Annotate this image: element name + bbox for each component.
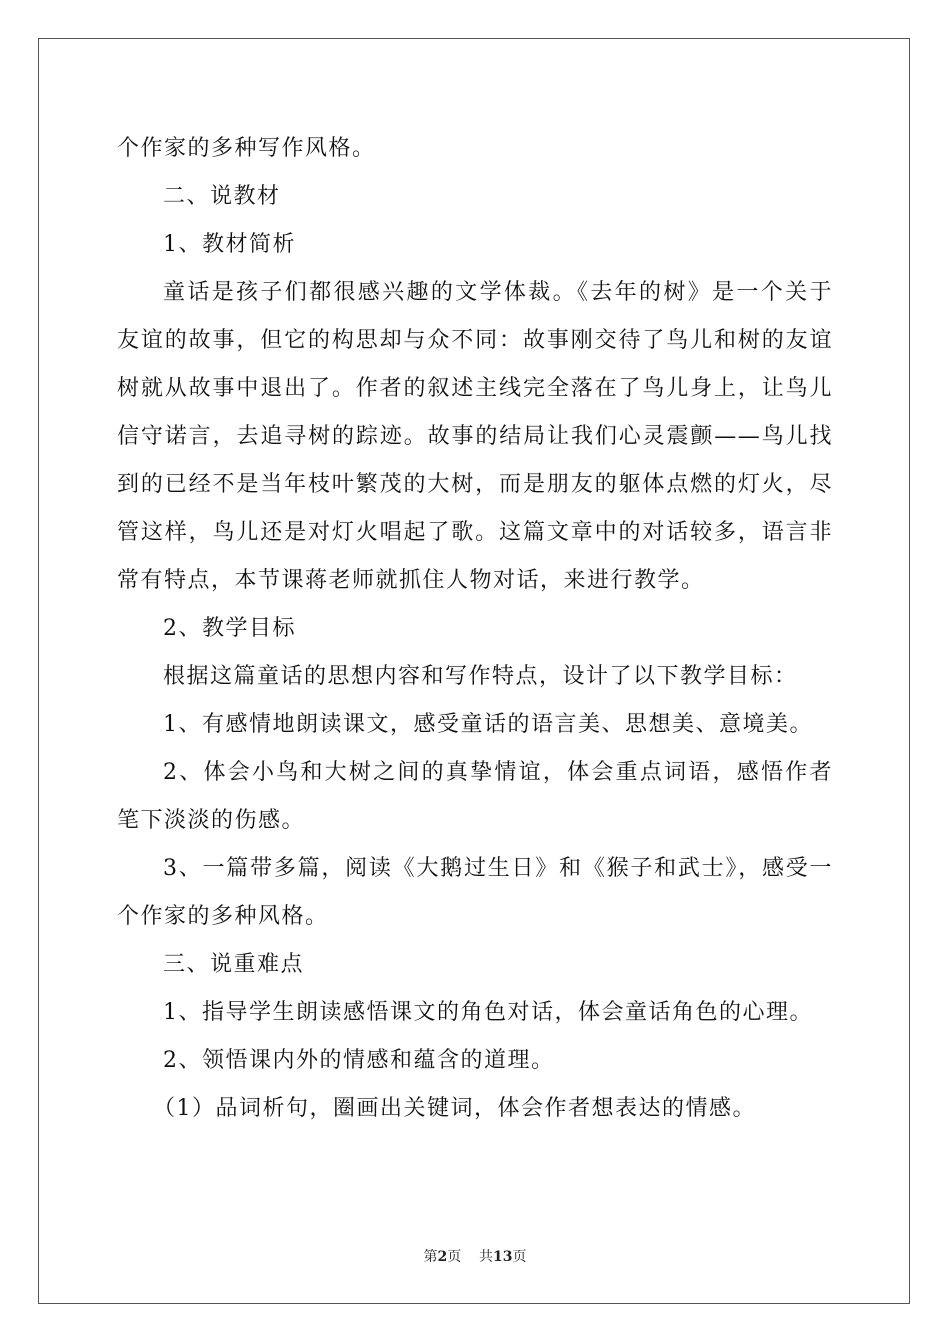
footer-page-suffix: 页 bbox=[447, 1249, 462, 1265]
key-point-item-1: 1、指导学生朗读感悟课文的角色对话，体会童话角色的心理。 bbox=[163, 1000, 813, 1025]
key-point-subitem-1: （1）品词析句，圈画出关键词，体会作者想表达的情感。 bbox=[153, 1096, 756, 1121]
section-heading-key-points: 三、说重难点 bbox=[163, 952, 305, 977]
section-heading-textbook: 二、说教材 bbox=[163, 184, 281, 209]
footer-total-suffix: 页 bbox=[512, 1249, 527, 1265]
paragraph-continuation: 个作家的多种写作风格。 bbox=[117, 136, 376, 161]
goal-item-1: 1、有感情地朗读课文，感受童话的语言美、思想美、意境美。 bbox=[163, 712, 813, 737]
subheading-textbook-analysis: 1、教材简析 bbox=[163, 232, 296, 257]
key-point-item-2: 2、领悟课内外的情感和蕴含的道理。 bbox=[163, 1048, 555, 1073]
footer-total-prefix: 共 bbox=[479, 1249, 494, 1265]
paragraph-analysis: 童话是孩子们都很感兴趣的文学体裁。《去年的树》是一个关于友谊的故事，但它的构思却与众不同：故事刚交待了鸟儿和树的友谊树就从故事中退出了。作者的叙述主线完全落在了鸟儿身上，让鸟儿信守诺言，去追寻树的踪迹。故事的结局让我们心灵震颤——鸟儿找到的已经不是当年枝叶繁茂的大树，而是朋友的躯体点燃的灯火，尽管这样，鸟儿还是对灯火唱起了歌。这篇文章中的对话较多，语言非常有特点，本节课蒋老师就抓住人物对话，来进行教学。 bbox=[117, 280, 833, 593]
subheading-teaching-goals: 2、教学目标 bbox=[163, 616, 296, 641]
goal-item-2: 2、体会小鸟和大树之间的真挚情谊，体会重点词语，感悟作者笔下淡淡的伤感。 bbox=[117, 760, 833, 833]
paragraph-goals-intro: 根据这篇童话的思想内容和写作特点，设计了以下教学目标： bbox=[163, 664, 798, 689]
footer-page-prefix: 第 bbox=[423, 1249, 438, 1265]
page-footer bbox=[0, 1246, 950, 1266]
footer-total-pages: 13 bbox=[493, 1249, 513, 1265]
document-body bbox=[117, 125, 833, 1133]
goal-item-3: 3、一篇带多篇，阅读《大鹅过生日》和《猴子和武士》，感受一个作家的多种风格。 bbox=[117, 856, 833, 929]
footer-page-number: 2 bbox=[437, 1249, 448, 1265]
